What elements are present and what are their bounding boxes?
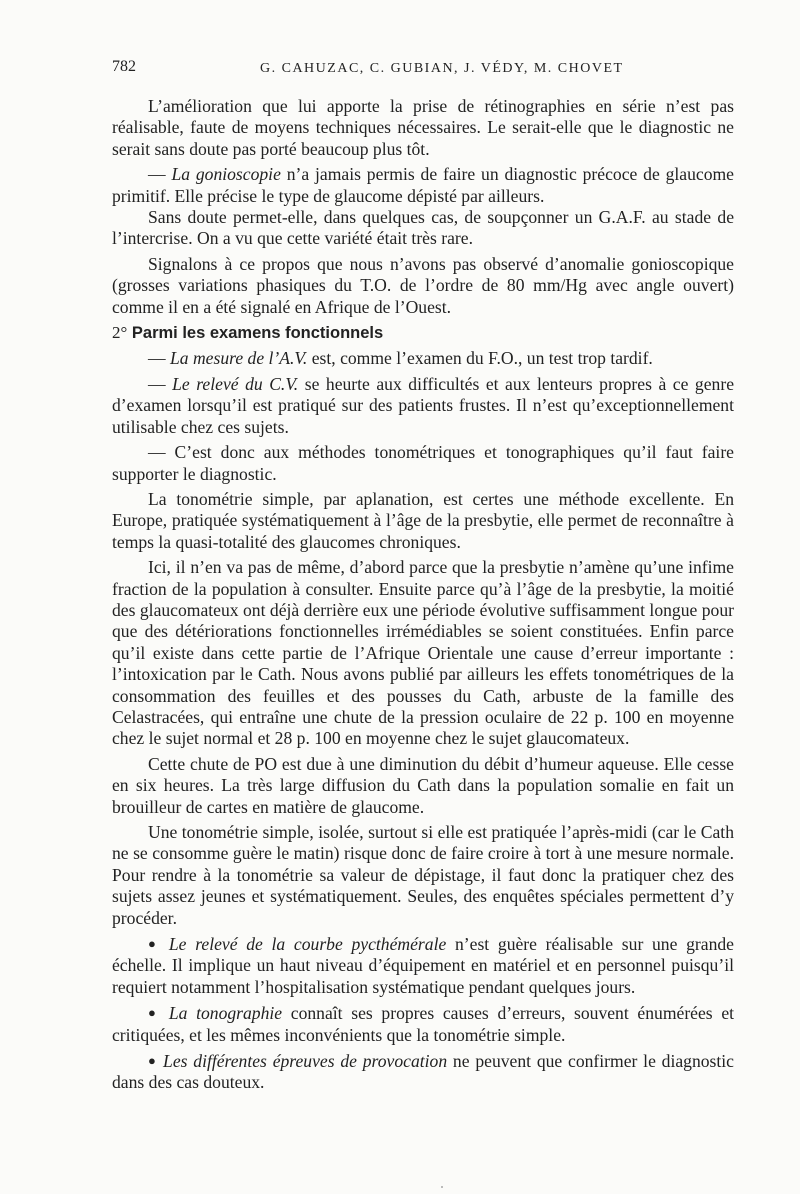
paragraph-po-drop: Cette chute de PO est due à une diminution du débit d’humeur aqueuse. Elle cesse en six heures. La très large diffusion du Cath dans la population somalie en fait un brouilleur de cartes en matière de glaucome. [112,753,734,817]
em-dash: — [148,348,166,369]
print-speck [441,1186,443,1188]
bullet-icon: ● [148,1053,158,1069]
paragraph-pycthemeral-curve: ● Le relevé de la courbe pycthémérale n’est guère réalisable sur une grande échelle. Il implique un haut niveau d’équipement en matériel et en personnel puisqu’il requiert notamment l’hospitalisation systématique pendant quelques jours. [112,934,734,997]
paragraph-retinography: L’amélioration que lui apporte la prise de rétinographies en série n’est pas réalisable, faute de moyens techniques nécessaires. Le serait-elle que le diagnostic ne serait sans doute pas porté beaucoup plus tôt. [112,96,734,159]
paragraph-applanation: La tonométrie simple, par aplanation, est certes une méthode excellente. En Europe, pratiquée systématiquement à l’âge de la presbytie, elle permet de reconnaître à temps la quasi-totalité des glaucomes chroniques. [112,488,734,552]
paragraph-simple-tonometry: Une tonométrie simple, isolée, surtout si elle est pratiquée l’après-midi (car le Cath ne se consomme guère le matin) risque donc de faire croire à tort à une mesure normale. Pour rendre à la tonométrie sa valeur de dépistage, il faut donc la pratiquer chez des sujets assez jeunes et systématiquement. Seules, des enquêtes spéciales permettent d’y procéder. [112,822,734,928]
paragraph-gaf: Sans doute permet-elle, dans quelques cas, de soupçonner un G.A.F. au stade de l’intercrise. On a vu que cette variété était très rare. [112,207,734,249]
section-title: Parmi les examens fonctionnels [131,324,384,343]
paragraph-tonometric-methods: — C’est donc aux méthodes tonométriques et tonographiques qu’il faut faire supporter le diagnostic. [112,442,734,484]
term-tonographie: La tonographie [168,1003,283,1024]
bullet-icon: ● [148,1005,161,1021]
bullet-icon: ● [148,936,161,952]
term-gonioscopie: La gonioscopie [171,164,281,185]
section-heading [112,322,734,344]
paragraph-visual-acuity: — La mesure de l’A.V. est, comme l’examen du F.O., un test trop tardif. [148,348,653,369]
term-epreuves-provocation: Les différentes épreuves de provocation [163,1051,448,1072]
term-mesure-av: La mesure de l’A.V. [170,348,308,369]
paragraph-gonioscopy: — La gonioscopie n’a jamais permis de faire un diagnostic précoce de glaucome primitif. Elle précise le type de glaucome dépisté par ailleurs. [112,164,734,206]
em-dash: — [148,373,166,394]
em-dash: — [148,164,166,185]
term-courbe-pycthemerale: Le relevé de la courbe pycthémérale [168,934,447,955]
paragraph-provocation-tests: ● Les différentes épreuves de provocation ne peuvent que confirmer le diagnostic dans des cas douteux. [112,1051,734,1093]
paragraph-gonioscopic-anomaly: Signalons à ce propos que nous n’avons pas observé d’anomalie gonioscopique (grosses variations phasiques du T.O. de l’ordre de 80 mm/Hg avec angle ouvert) comme il en a été signalé en Afrique de l’Ouest. [112,253,734,317]
page-number: 782 [112,58,136,75]
paragraph-cath-intoxication: Ici, il n’en va pas de même, d’abord parce que la presbytie n’amène qu’une infime fraction de la population à consulter. Ensuite parce qu’à l’âge de la presbytie, la moitié des glaucomateux ont déjà derrière eux une période évolutive suffisamment longue pour que des détériorations fonctionnelles irrémédiables se soient constituées. Enfin parce qu’il existe dans cette partie de l’Afrique Orientale une cause d’erreur importante : l’intoxication par le Cath. Nous avons publié par ailleurs les effets tonométriques de la consommation des feuilles et des pousses du Cath, arbuste de la famille des Celastracées, qui entraîne une chute de la pression oculaire de 22 p. 100 en moyenne chez le sujet normal et 28 p. 100 en moyenne chez le sujet glaucomateux. [112,557,734,749]
body-text [112,96,734,1098]
term-releve-cv: Le relevé du C.V. [172,373,299,394]
section-number: 2° [112,323,128,343]
paragraph-tonography: ● La tonographie connaît ses propres causes d’erreurs, souvent énumérées et critiquées, et les mêmes inconvénients que la tonométrie simple. [112,1003,735,1045]
running-head-authors: G. CAHUZAC, C. GUBIAN, J. VÉDY, M. CHOVET [260,61,624,76]
paragraph-visual-field: — Le relevé du C.V. se heurte aux difficultés et aux lenteurs propres à ce genre d’examen lorsqu’il est pratiqué sur des patients frustes. Il n’est qu’exceptionnellement utilisable chez ces sujets. [112,373,734,437]
